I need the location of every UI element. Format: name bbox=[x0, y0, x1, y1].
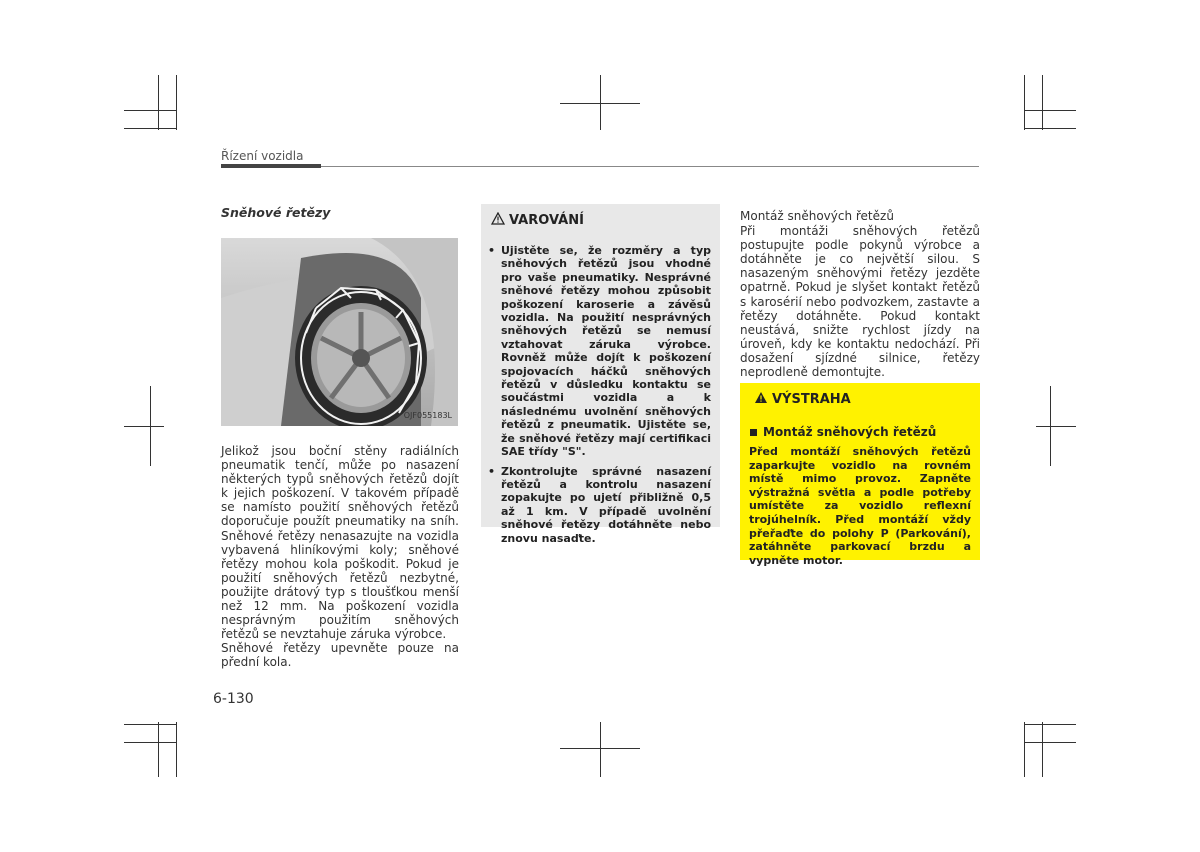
crop-mark bbox=[560, 103, 640, 104]
caution-heading bbox=[754, 391, 851, 408]
tire-with-chains-illustration bbox=[221, 238, 458, 426]
caution-box bbox=[740, 383, 980, 567]
bullet-icon: • bbox=[488, 244, 496, 257]
crop-mark bbox=[124, 128, 176, 129]
crop-mark bbox=[560, 748, 640, 749]
left-paragraph-2: Sněhové řetězy upevněte pouze na přední kola. bbox=[221, 641, 459, 670]
warning-title: VAROVÁNÍ bbox=[509, 213, 584, 228]
crop-mark bbox=[158, 722, 159, 777]
caution-body: Před montáží sněhových řetězů zaparkujte vozidlo na rovném místě mimo provoz. Zapněte výstražná světla a podle potřeby umístěte za vozidlo reflexní trojúhelník. Před montáží vždy přeřaďte do polohy P (Parkování), zatáhněte parkovací brzdu a vypněte motor. bbox=[749, 445, 971, 567]
bullet-icon: • bbox=[488, 464, 496, 478]
crop-mark bbox=[600, 722, 601, 777]
caution-triangle-icon bbox=[754, 391, 768, 408]
crop-mark bbox=[1036, 426, 1076, 427]
caution-title: VÝSTRAHA bbox=[772, 392, 851, 407]
warning-list bbox=[485, 244, 711, 551]
snow-chain-figure bbox=[221, 238, 458, 426]
section-title: Sněhové řetězy bbox=[221, 205, 331, 220]
crop-mark bbox=[1024, 75, 1025, 130]
page-number: 6-130 bbox=[213, 691, 254, 707]
crop-mark bbox=[158, 75, 159, 130]
crop-mark bbox=[1024, 722, 1025, 777]
caution-subheading bbox=[750, 425, 936, 439]
warning-box bbox=[481, 204, 720, 545]
crop-mark bbox=[1024, 128, 1076, 129]
crop-mark bbox=[124, 426, 164, 427]
crop-mark bbox=[1024, 724, 1076, 725]
warning-heading bbox=[491, 212, 584, 229]
crop-mark bbox=[176, 75, 177, 130]
mounting-heading: Montáž sněhových řetězů bbox=[740, 209, 894, 223]
right-body-text bbox=[740, 209, 980, 379]
crop-mark bbox=[124, 742, 176, 743]
crop-mark bbox=[1042, 722, 1043, 777]
header-rule bbox=[321, 166, 979, 167]
mounting-paragraph: Při montáži sněhových řetězů postupujte podle pokynů výrobce a dotáhněte je co největší silou. S nasazeným sněhovými řetězy jezděte opatrně. Pokud je slyšet kontakt řetězů s karosérií nebo podvozkem, zastavte a řetězy dotáhněte. Pokud kontakt neustává, snižte rychlost jízdy na úroveň, kdy ke kontaktu nedochází. Při dosažení sjízdné silnice, řetězy neprodleně demontujte. bbox=[740, 224, 980, 380]
crop-mark bbox=[124, 724, 176, 725]
crop-mark bbox=[1024, 110, 1076, 111]
warning-triangle-icon bbox=[491, 212, 505, 229]
crop-mark bbox=[124, 110, 176, 111]
left-paragraph-1: Jelikož jsou boční stěny radiálních pneumatik tenčí, může po nasazení některých typů sněhových řetězů dojít k jejich poškození. V takovém případě se namísto použití sněhových řetězů doporučuje použít pneumatiky na sníh. Sněhové řetězy nenasazujte na vozidla vybavená hliníkovými koly; sněhové řetězy mohou kola poškodit. Pokud je použití sněhových řetězů nezbytné, použijte drátový typ s tloušťkou menší než 12 mm. Na poškození vozidla nesprávným použitím sněhových řetězů se nevztahuje záruka výrobce. bbox=[221, 444, 459, 642]
left-body-text bbox=[221, 444, 459, 670]
warning-item: • Zkontrolujte správné nasazení řetězů a kontrolu nasazení zopakujte po ujetí přibližně 0,5 až 1 km. V případě uvolnění sněhové řetězy dotáhněte nebo znovu nasaďte. bbox=[488, 464, 711, 545]
crop-mark bbox=[176, 722, 177, 777]
figure-caption: OJF055183L bbox=[403, 411, 452, 420]
square-bullet-icon bbox=[750, 429, 757, 436]
section-header: Řízení vozidla bbox=[221, 149, 304, 163]
crop-mark bbox=[1042, 75, 1043, 130]
caution-subtitle: Montáž sněhových řetězů bbox=[763, 425, 937, 439]
warning-item: • Ujistěte se, že rozměry a typ sněhových řetězů jsou vhodné pro vaše pneumatiky. Nesprávné sněhové řetězy mohou způsobit poškození karoserie a závěsů vozidla. Na použití nesprávných sněhových řetězů se nemusí vztahovat záruka výrobce. Rovněž může dojít k poškození spojovacích háčků sněhových řetězů v důsledku kontaktu se součástmi vozidla a k následnému uvolnění sněhových řetězů z pneumatik. Ujistěte se, že sněhové řetězy mají certifikaci SAE třídy "S". bbox=[488, 244, 711, 459]
crop-mark bbox=[1024, 742, 1076, 743]
header-bar bbox=[221, 164, 321, 168]
